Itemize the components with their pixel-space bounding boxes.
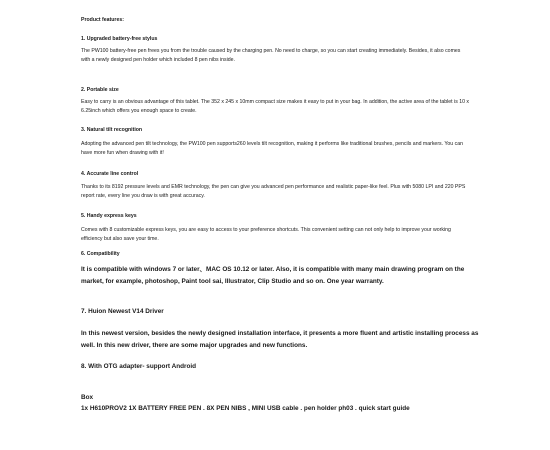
section-6-body: It is compatible with windows 7 or later、MAC OS 10.12 or later. Also, it is compatible with many main drawing program on the market, for example, photoshop, Paint tool sai, Illustrator, Clip Studio and so on. One year warranty. (81, 266, 465, 285)
box-contents: 1x H610PROV2 1X BATTERY FREE PEN . 8X PEN NIBS , MINI USB cable . pen holder ph03 . quick start guide (81, 405, 410, 412)
section-1-title: 1. Upgraded battery-free stylus (81, 36, 158, 42)
section-1-body: The PW100 battery-free pen frees you from the trouble caused by the charging pen. No need to charge, so you can start creating immediately. Besides, it also comes with a newly designed pen holder which included 8 pen nibs inside. (81, 48, 461, 63)
section-7-body: In this newest version, besides the newly designed installation interface, it presents a more fluent and artistic installing process as well. In this new driver, there are some major upgrades and new functions. (81, 330, 479, 349)
section-2-title: 2. Portable size (81, 87, 119, 93)
intro-heading: Product features: (81, 17, 124, 23)
section-8-title: 8. With OTG adapter- support Android (81, 363, 197, 370)
section-7-title: 7. Huion Newest V14 Driver (81, 308, 164, 315)
section-5-title: 5. Handy express keys (81, 213, 137, 219)
section-5-body: Comes with 8 customizable express keys, you are easy to access to your preference shortcuts. This convenient setting can not only help to improve your working efficiency but also save your time. (81, 227, 451, 242)
box-title: Box (81, 394, 94, 401)
section-3-body: Adopting the advanced pen tilt technology, the PW100 pen supports260 levels tilt recognition, making it performs like traditional brushes, pencils and markers. You can have more fun when drawing with it! (81, 141, 463, 156)
section-4-title: 4. Accurate line control (81, 171, 139, 177)
section-6-title: 6. Compatibility (81, 251, 120, 257)
section-2-body: Easy to carry is an obvious advantage of this tablet. The 352 x 245 x 10mm compact size makes it easy to put in your bag. In addition, the active area of the tablet is 10 x 6.25inch which offers you enough space to create. (81, 99, 470, 114)
section-4-body: Thanks to its 8192 pressure levels and EMR technology, the pen can give you advanced pen performance and realistic paper-like feel. Plus with 5080 LPI and 220 PPS report rate, every line you draw is with great accuracy. (81, 184, 466, 199)
section-3-title: 3. Natural tilt recognition (81, 127, 143, 133)
